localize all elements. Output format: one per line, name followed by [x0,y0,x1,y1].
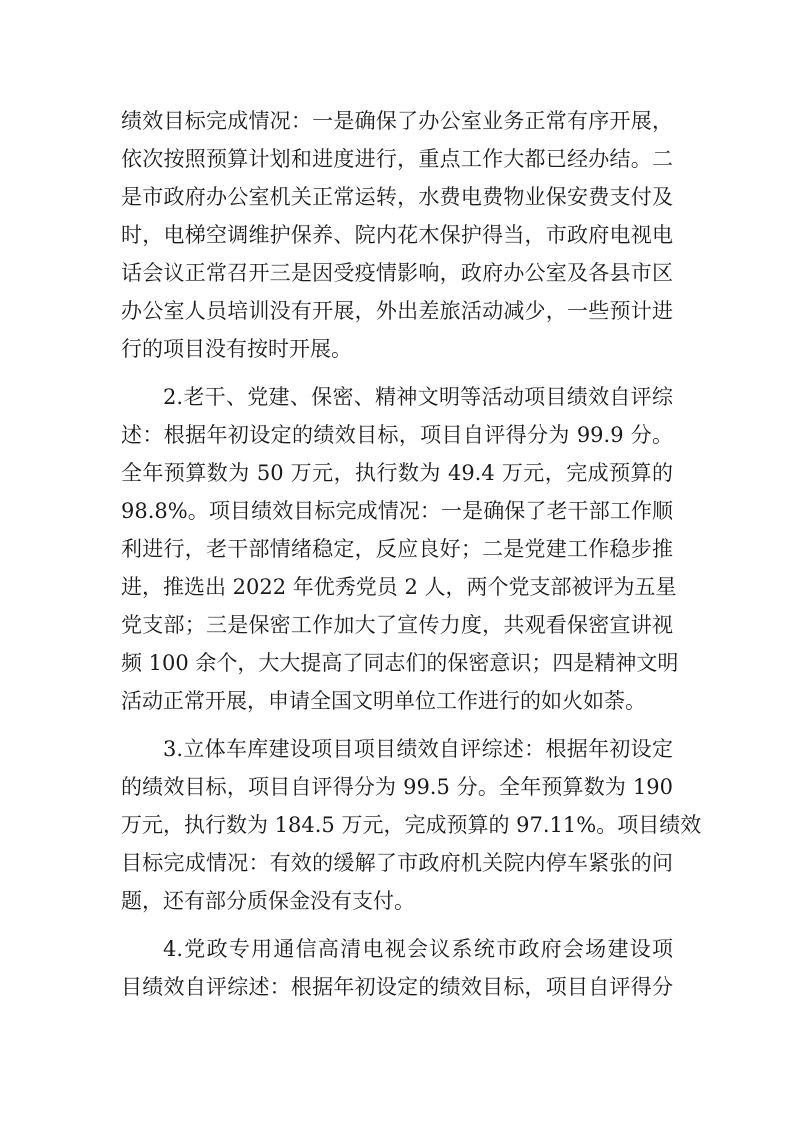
paragraph-performance-summary [121,102,673,368]
paragraph-line: 全年预算数为 50 万元，执行数为 49.4 万元，完成预算的 [121,461,673,485]
paragraph-item-4 [121,930,673,1006]
paragraph-line: 万元，执行数为 184.5 万元，完成预算的 97.11%。项目绩效 [121,813,702,837]
document-body [121,102,702,1006]
paragraph-line: 4.党政专用通信高清电视会议系统市政府会场建设项 [163,937,673,961]
paragraph-line: 2.老干、党建、保密、精神文明等活动项目绩效自评综 [163,385,673,409]
paragraph-line: 98.8%。项目绩效目标完成情况：一是确保了老干部工作顺 [121,499,673,523]
paragraph-line: 活动正常开展，申请全国文明单位工作进行的如火如荼。 [121,689,646,713]
paragraph-line: 依次按照预算计划和进度进行，重点工作大都已经办结。二 [121,147,673,171]
paragraph-line: 办公室人员培训没有开展，外出差旅活动减少，一些预计进 [121,299,673,323]
paragraph-line: 频 100 余个，大大提高了同志们的保密意识；四是精神文明 [121,651,679,675]
paragraph-line: 时，电梯空调维护保养、院内花木保护得当，市政府电视电 [121,223,673,247]
paragraph-line: 绩效目标完成情况：一是确保了办公室业务正常有序开展， [121,109,673,133]
paragraph-line: 目绩效自评综述：根据年初设定的绩效目标，项目自评得分 [121,975,673,999]
paragraph-line: 述：根据年初设定的绩效目标，项目自评得分为 99.9 分。 [121,423,673,447]
paragraph-line: 3.立体车库建设项目项目绩效自评综述：根据年初设定 [163,737,673,761]
paragraph-line: 目标完成情况：有效的缓解了市政府机关院内停车紧张的问 [121,851,673,875]
paragraph-line: 进，推选出 2022 年优秀党员 2 人，两个党支部被评为五星 [121,575,677,599]
paragraph-line: 题，还有部分质保金没有支付。 [121,889,415,913]
paragraph-line: 利进行，老干部情绪稳定，反应良好；二是党建工作稳步推 [121,537,673,561]
paragraph-item-2 [121,378,679,720]
paragraph-line: 话会议正常召开三是因受疫情影响，政府办公室及各县市区 [121,261,673,285]
paragraph-line: 的绩效目标，项目自评得分为 99.5 分。全年预算数为 190 [121,775,673,799]
paragraph-line: 是市政府办公室机关正常运转，水费电费物业保安费支付及 [121,185,673,209]
paragraph-line: 党支部；三是保密工作加大了宣传力度，共观看保密宣讲视 [121,613,673,637]
paragraph-line: 行的项目没有按时开展。 [121,337,352,361]
paragraph-item-3 [121,730,702,920]
